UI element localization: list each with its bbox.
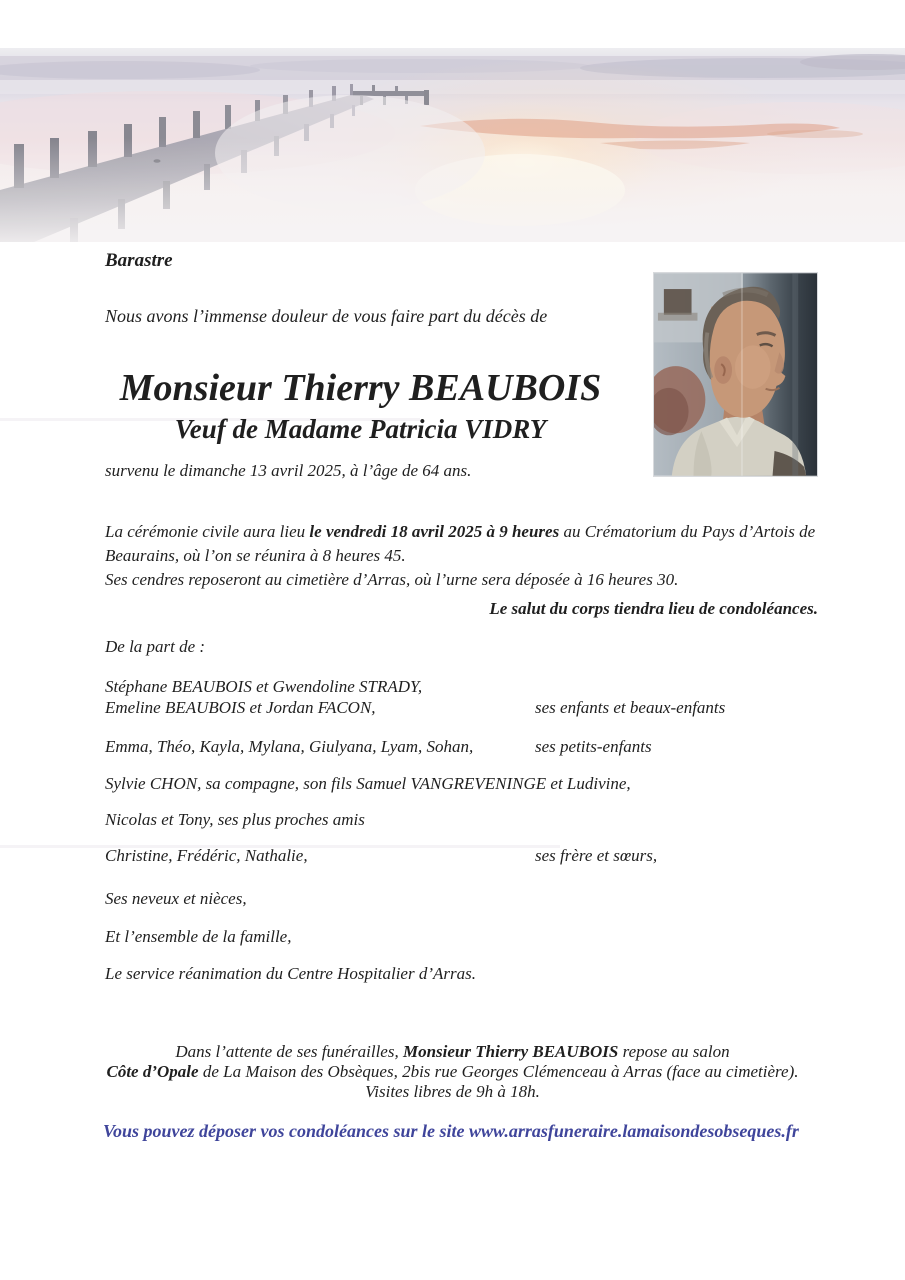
visiting-hours-line: Visites libres de 9h à 18h. <box>365 1082 540 1101</box>
footer-text: de La Maison des Obsèques, 2bis rue Georges Clémenceau à Arras (face au cimetière). <box>198 1062 799 1081</box>
funeral-home-line-2 <box>60 1062 845 1082</box>
family-names: Christine, Frédéric, Nathalie, <box>105 846 308 865</box>
city-name: Barastre <box>105 250 173 271</box>
ceremony-line-1 <box>105 520 850 568</box>
family-row <box>105 698 850 718</box>
footer-text: repose au salon <box>618 1042 730 1061</box>
deceased-subtitle: Veuf de Madame Patricia VIDRY <box>174 414 547 444</box>
family-row <box>105 927 850 947</box>
ceremony-location: au Crématorium du Pays d’Artois de Beaurains, où l’on se réunira à 8 heures 45. <box>105 522 816 565</box>
family-names: Emma, Théo, Kayla, Mylana, Giulyana, Lyam, Sohan, <box>105 737 474 756</box>
family-names: Ses neveux et nièces, <box>105 889 247 908</box>
ceremony-text: La cérémonie civile aura lieu <box>105 522 310 541</box>
portrait-illustration <box>654 273 817 476</box>
ceremony-line-2: Ses cendres reposeront au cimetière d’Arras, où l’urne sera déposée à 16 heures 30. <box>105 570 679 589</box>
condolences-website-line: Vous pouvez déposer vos condoléances sur le site www.arrasfuneraire.lamaisondesobseques.fr <box>103 1121 799 1141</box>
family-heading: De la part de : <box>105 637 206 656</box>
funeral-home-info <box>60 1042 845 1102</box>
footer-text: Dans l’attente de ses funérailles, <box>175 1042 403 1061</box>
deceased-portrait-photo <box>653 272 818 477</box>
ceremony-datetime: le vendredi 18 avril 2025 à 9 heures <box>309 522 560 541</box>
family-names: Et l’ensemble de la famille, <box>105 927 292 946</box>
salon-name: Côte d’Opale <box>106 1062 199 1081</box>
family-row <box>105 889 850 909</box>
family-names: Le service réanimation du Centre Hospitalier d’Arras. <box>105 964 476 983</box>
pier-sunrise-illustration <box>0 48 905 242</box>
family-names: Stéphane BEAUBOIS et Gwendoline STRADY, <box>105 677 423 696</box>
funeral-home-line-1 <box>60 1042 845 1062</box>
family-names: Emeline BEAUBOIS et Jordan FACON, <box>105 698 376 717</box>
family-row <box>105 737 850 757</box>
family-row <box>105 774 850 794</box>
family-names: Nicolas et Tony, ses plus proches amis <box>105 810 365 829</box>
family-row <box>105 810 850 830</box>
family-row <box>105 677 850 697</box>
family-row <box>105 846 850 866</box>
death-date-line: survenu le dimanche 13 avril 2025, à l’âge de 64 ans. <box>105 461 472 480</box>
deceased-name: Monsieur Thierry BEAUBOIS <box>119 367 602 409</box>
salut-du-corps-line: Le salut du corps tiendra lieu de condoléances. <box>489 599 818 618</box>
ceremony-paragraph <box>105 520 850 592</box>
deceased-name-footer: Monsieur Thierry BEAUBOIS <box>402 1042 619 1061</box>
family-row <box>105 964 850 984</box>
family-relation-label: ses petits-enfants <box>535 737 652 756</box>
family-relation-label: ses frère et sœurs, <box>535 846 658 865</box>
family-names: Sylvie CHON, sa compagne, son fils Samuel VANGREVENINGE et Ludivine, <box>105 774 631 793</box>
family-relation-label: ses enfants et beaux-enfants <box>535 698 726 717</box>
intro-line: Nous avons l’immense douleur de vous faire part du décès de <box>105 306 548 326</box>
pier-sunrise-photo <box>0 48 905 242</box>
